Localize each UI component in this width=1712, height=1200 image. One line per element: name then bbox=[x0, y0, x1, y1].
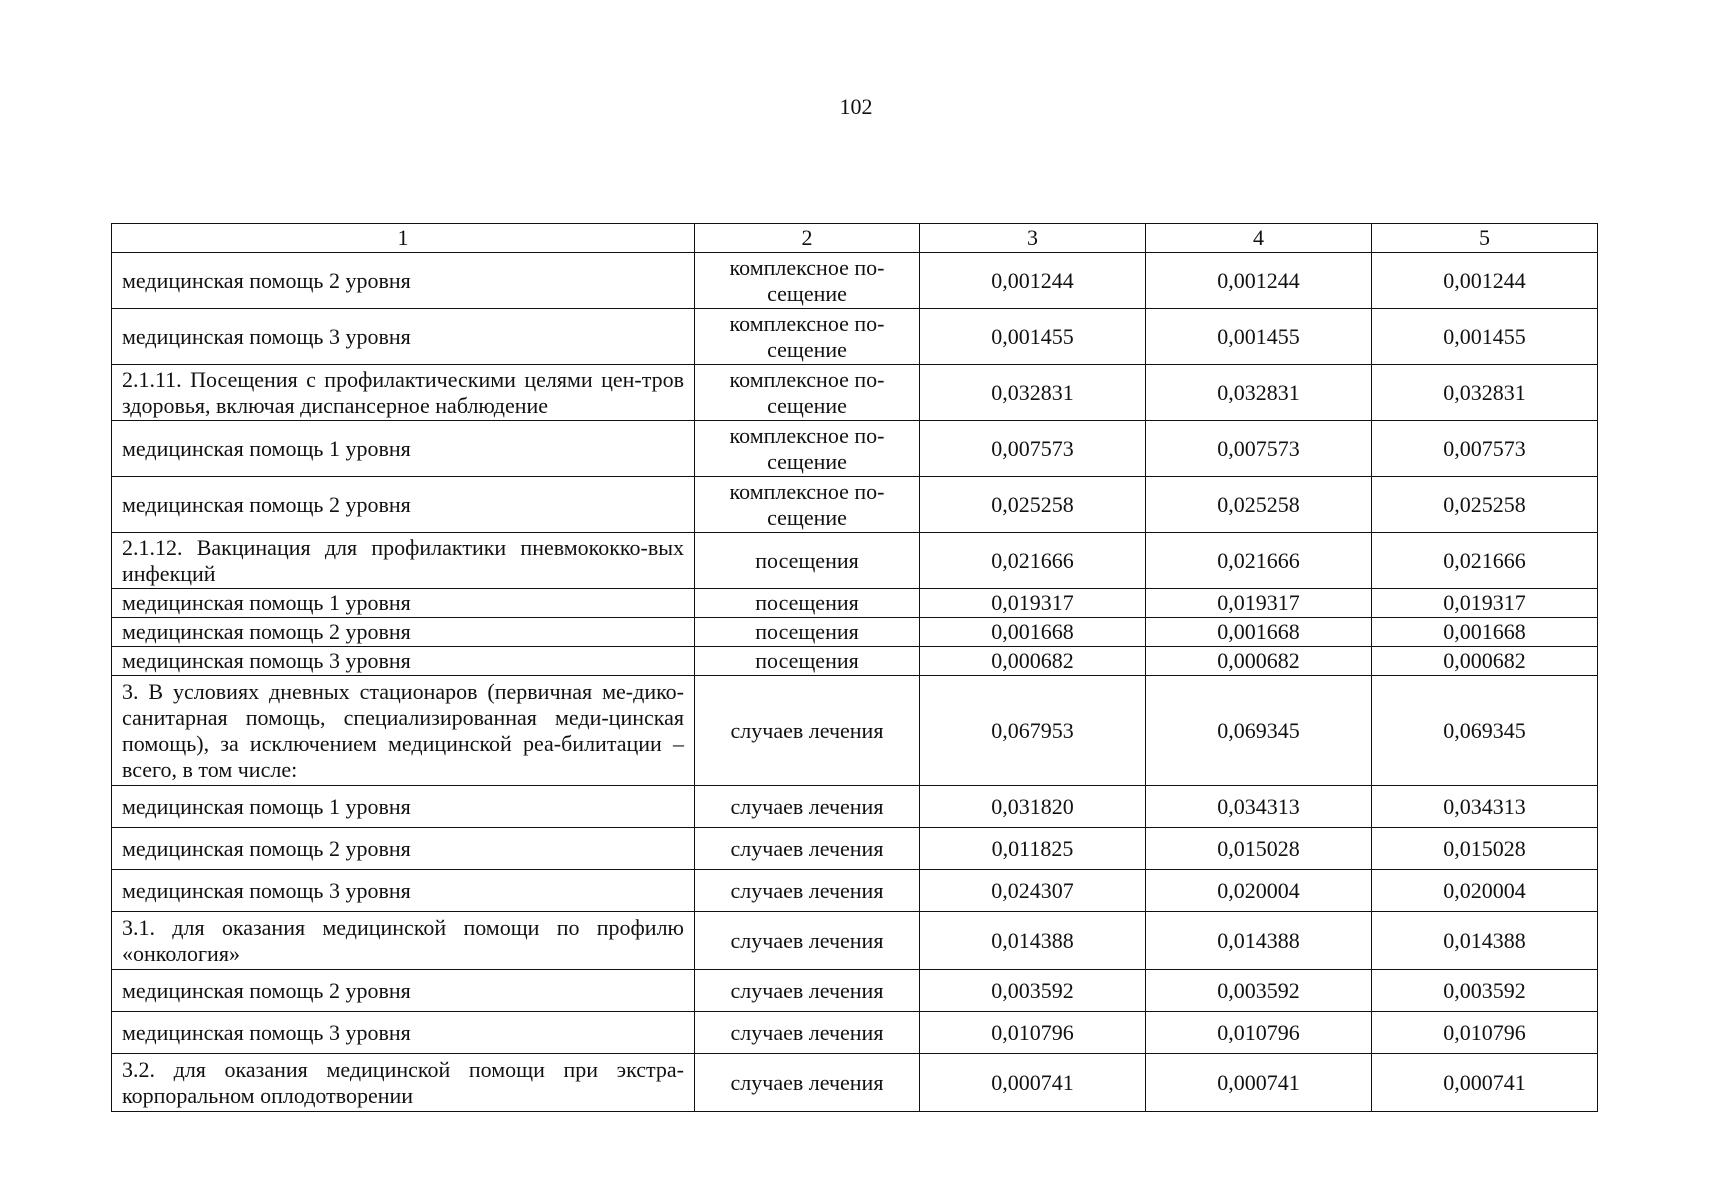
table-row bbox=[112, 253, 1598, 309]
table-cell-c2: случаев лечения bbox=[695, 676, 920, 786]
table-row bbox=[112, 786, 1598, 828]
table-cell-c4: 0,010796 bbox=[1146, 1012, 1372, 1054]
table-cell-c2: посещения bbox=[695, 589, 920, 618]
table-cell-c1: медицинская помощь 1 уровня bbox=[112, 786, 695, 828]
table-cell-c2: комплексное по-сещение bbox=[695, 253, 920, 309]
table-cell-c3: 0,032831 bbox=[920, 365, 1146, 421]
table-cell-c5: 0,019317 bbox=[1372, 589, 1598, 618]
table-cell-c5: 0,000741 bbox=[1372, 1054, 1598, 1112]
table-cell-c2: случаев лечения bbox=[695, 786, 920, 828]
table-cell-c4: 0,007573 bbox=[1146, 421, 1372, 477]
table-cell-c4: 0,025258 bbox=[1146, 477, 1372, 533]
table-cell-c1: медицинская помощь 2 уровня bbox=[112, 618, 695, 647]
table-cell-c3: 0,003592 bbox=[920, 970, 1146, 1012]
table-cell-c3: 0,000682 bbox=[920, 647, 1146, 676]
table-header-row bbox=[112, 224, 1598, 253]
table-cell-c2: посещения bbox=[695, 533, 920, 589]
table-cell-c5: 0,034313 bbox=[1372, 786, 1598, 828]
table-cell-c1: медицинская помощь 3 уровня bbox=[112, 647, 695, 676]
table-cell-c4: 0,001244 bbox=[1146, 253, 1372, 309]
table-cell-c4: 0,020004 bbox=[1146, 870, 1372, 912]
table-cell-c2: комплексное по-сещение bbox=[695, 309, 920, 365]
table-cell-c1: медицинская помощь 3 уровня bbox=[112, 1012, 695, 1054]
column-header: 1 bbox=[112, 224, 695, 253]
table-cell-c3: 0,010796 bbox=[920, 1012, 1146, 1054]
table-cell-c3: 0,031820 bbox=[920, 786, 1146, 828]
table-cell-c2: комплексное по-сещение bbox=[695, 421, 920, 477]
table-row bbox=[112, 589, 1598, 618]
table-row bbox=[112, 618, 1598, 647]
table-cell-c4: 0,019317 bbox=[1146, 589, 1372, 618]
table-row bbox=[112, 421, 1598, 477]
table-cell-c3: 0,024307 bbox=[920, 870, 1146, 912]
data-table bbox=[111, 223, 1598, 1112]
table-cell-c3: 0,000741 bbox=[920, 1054, 1146, 1112]
table-cell-c5: 0,003592 bbox=[1372, 970, 1598, 1012]
table-cell-c5: 0,020004 bbox=[1372, 870, 1598, 912]
table-cell-c1: 3.1. для оказания медицинской помощи по профилю «онкология» bbox=[112, 912, 695, 970]
table-cell-c5: 0,025258 bbox=[1372, 477, 1598, 533]
column-header: 5 bbox=[1372, 224, 1598, 253]
table-row bbox=[112, 533, 1598, 589]
table-cell-c1: медицинская помощь 1 уровня bbox=[112, 589, 695, 618]
table-cell-c1: медицинская помощь 1 уровня bbox=[112, 421, 695, 477]
table-cell-c2: посещения bbox=[695, 618, 920, 647]
table-cell-c2: случаев лечения bbox=[695, 870, 920, 912]
table-cell-c5: 0,001244 bbox=[1372, 253, 1598, 309]
table-cell-c1: медицинская помощь 2 уровня bbox=[112, 828, 695, 870]
table-cell-c3: 0,014388 bbox=[920, 912, 1146, 970]
table-cell-c5: 0,021666 bbox=[1372, 533, 1598, 589]
table-cell-c1: 2.1.12. Вакцинация для профилактики пневмококко-вых инфекций bbox=[112, 533, 695, 589]
table-cell-c2: комплексное по-сещение bbox=[695, 477, 920, 533]
table-cell-c1: медицинская помощь 3 уровня bbox=[112, 309, 695, 365]
table-cell-c4: 0,014388 bbox=[1146, 912, 1372, 970]
table-cell-c3: 0,007573 bbox=[920, 421, 1146, 477]
table-cell-c3: 0,025258 bbox=[920, 477, 1146, 533]
table-cell-c1: 2.1.11. Посещения с профилактическими целями цен-тров здоровья, включая диспансерное наблюдение bbox=[112, 365, 695, 421]
table-cell-c1: медицинская помощь 2 уровня bbox=[112, 253, 695, 309]
table-cell-c2: случаев лечения bbox=[695, 970, 920, 1012]
table-row bbox=[112, 1054, 1598, 1112]
column-header: 2 bbox=[695, 224, 920, 253]
table-cell-c5: 0,007573 bbox=[1372, 421, 1598, 477]
column-header: 4 bbox=[1146, 224, 1372, 253]
table-cell-c2: случаев лечения bbox=[695, 1054, 920, 1112]
table-cell-c4: 0,001455 bbox=[1146, 309, 1372, 365]
page-number: 102 bbox=[839, 94, 873, 119]
table-cell-c3: 0,001668 bbox=[920, 618, 1146, 647]
table-cell-c4: 0,000682 bbox=[1146, 647, 1372, 676]
table-body bbox=[112, 253, 1598, 1112]
table-cell-c3: 0,001244 bbox=[920, 253, 1146, 309]
table-cell-c1: 3.2. для оказания медицинской помощи при экстра-корпоральном оплодотворении bbox=[112, 1054, 695, 1112]
table-row bbox=[112, 870, 1598, 912]
table-row bbox=[112, 828, 1598, 870]
table-cell-c4: 0,034313 bbox=[1146, 786, 1372, 828]
table-cell-c1: 3. В условиях дневных стационаров (первичная ме-дико-санитарная помощь, специализированная меди-цинская помощь), за исключением медицинской реа-билитации – всего, в том числе: bbox=[112, 676, 695, 786]
table-cell-c1: медицинская помощь 3 уровня bbox=[112, 870, 695, 912]
table-cell-c3: 0,021666 bbox=[920, 533, 1146, 589]
table-cell-c5: 0,014388 bbox=[1372, 912, 1598, 970]
table-row bbox=[112, 647, 1598, 676]
table-cell-c3: 0,011825 bbox=[920, 828, 1146, 870]
table-cell-c4: 0,001668 bbox=[1146, 618, 1372, 647]
table-row bbox=[112, 477, 1598, 533]
table-row bbox=[112, 912, 1598, 970]
table-cell-c2: случаев лечения bbox=[695, 1012, 920, 1054]
table-cell-c2: случаев лечения bbox=[695, 828, 920, 870]
table-cell-c4: 0,000741 bbox=[1146, 1054, 1372, 1112]
table-row bbox=[112, 365, 1598, 421]
table-cell-c4: 0,015028 bbox=[1146, 828, 1372, 870]
table-cell-c2: случаев лечения bbox=[695, 912, 920, 970]
table-cell-c1: медицинская помощь 2 уровня bbox=[112, 970, 695, 1012]
table-cell-c5: 0,001668 bbox=[1372, 618, 1598, 647]
table-cell-c1: медицинская помощь 2 уровня bbox=[112, 477, 695, 533]
table-cell-c5: 0,000682 bbox=[1372, 647, 1598, 676]
table-cell-c4: 0,032831 bbox=[1146, 365, 1372, 421]
table-cell-c4: 0,003592 bbox=[1146, 970, 1372, 1012]
column-header: 3 bbox=[920, 224, 1146, 253]
table-cell-c5: 0,010796 bbox=[1372, 1012, 1598, 1054]
table-row bbox=[112, 676, 1598, 786]
table-cell-c5: 0,015028 bbox=[1372, 828, 1598, 870]
table-cell-c4: 0,069345 bbox=[1146, 676, 1372, 786]
table-cell-c4: 0,021666 bbox=[1146, 533, 1372, 589]
table-cell-c2: комплексное по-сещение bbox=[695, 365, 920, 421]
table-cell-c5: 0,069345 bbox=[1372, 676, 1598, 786]
table-cell-c3: 0,067953 bbox=[920, 676, 1146, 786]
table-cell-c3: 0,001455 bbox=[920, 309, 1146, 365]
table-cell-c5: 0,001455 bbox=[1372, 309, 1598, 365]
table-cell-c2: посещения bbox=[695, 647, 920, 676]
table-cell-c3: 0,019317 bbox=[920, 589, 1146, 618]
table-row bbox=[112, 1012, 1598, 1054]
table-row bbox=[112, 309, 1598, 365]
table-cell-c5: 0,032831 bbox=[1372, 365, 1598, 421]
table-row bbox=[112, 970, 1598, 1012]
